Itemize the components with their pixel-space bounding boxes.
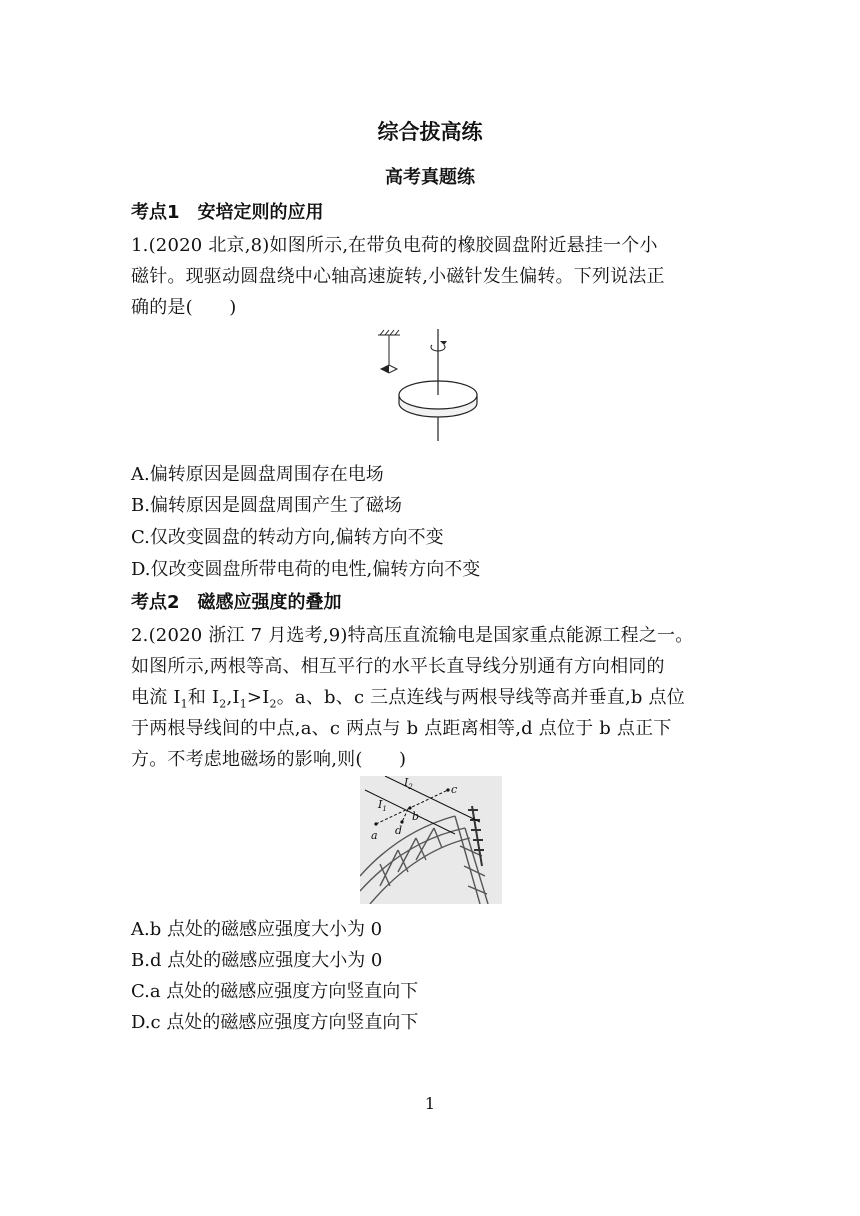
rotating-disk-figure [370, 325, 510, 445]
label-a: a [371, 829, 378, 842]
page-title: 综合拔高练 [377, 120, 483, 144]
magnetic-needle [381, 365, 397, 373]
q1-line-2: 磁针。现驱动圆盘绕中心轴高速旋转,小磁针发生偏转。下列说法正 [131, 266, 665, 287]
label-c: c [451, 783, 458, 796]
q2-line-2: 如图所示,两根等高、相互平行的水平长直导线分别通有方向相同的 [131, 656, 665, 677]
q2-option-a: A.b 点处的磁感应强度大小为 0 [131, 919, 383, 940]
q2-line-4: 于两根导线间的中点,a、c 两点与 b 点距离相等,d 点位于 b 点正下 [131, 718, 672, 739]
point-a [374, 822, 377, 825]
point-c [446, 788, 449, 791]
label-d: d [395, 824, 403, 837]
q2-option-b: B.d 点处的磁感应强度大小为 0 [131, 950, 383, 971]
q1-option-c: C.仅改变圆盘的转动方向,偏转方向不变 [131, 527, 444, 548]
page-number: 1 [424, 1094, 436, 1113]
q1-option-b: B.偏转原因是圆盘周围产生了磁场 [131, 495, 402, 516]
q2-option-c: C.a 点处的磁感应强度方向竖直向下 [131, 981, 419, 1002]
q2-line-3: 电流 $I_1$和 $I_2,I_1>I_2$。a、b、c 三点连线与两根导线等高并垂直,b 点位 [131, 687, 685, 711]
power-line-tower-figure [360, 776, 502, 904]
q1-option-a: A.偏转原因是圆盘周围存在电场 [131, 464, 384, 485]
label-i2: $I_2$ [404, 776, 413, 791]
section-1-heading: 考点1 安培定则的应用 [131, 202, 324, 223]
q1-line-1: 1.(2020 北京,8)如图所示,在带负电荷的橡胶圆盘附近悬挂一个小 [131, 235, 658, 256]
page-subtitle: 高考真题练 [385, 167, 475, 188]
label-i1: $I_1$ [378, 798, 387, 813]
section-2-heading: 考点2 磁感应强度的叠加 [131, 592, 342, 613]
label-b: b [412, 810, 420, 823]
q2-option-d: D.c 点处的磁感应强度方向竖直向下 [131, 1012, 419, 1033]
q2-line-5: 方。不考虑地磁场的影响,则( ) [131, 749, 407, 770]
ceiling-support [378, 330, 400, 335]
q2-line-1: 2.(2020 浙江 7 月选考,9)特高压直流输电是国家重点能源工程之一。 [131, 625, 694, 646]
q1-option-d: D.仅改变圆盘所带电荷的电性,偏转方向不变 [131, 559, 481, 580]
q1-line-3: 确的是( ) [131, 297, 237, 318]
